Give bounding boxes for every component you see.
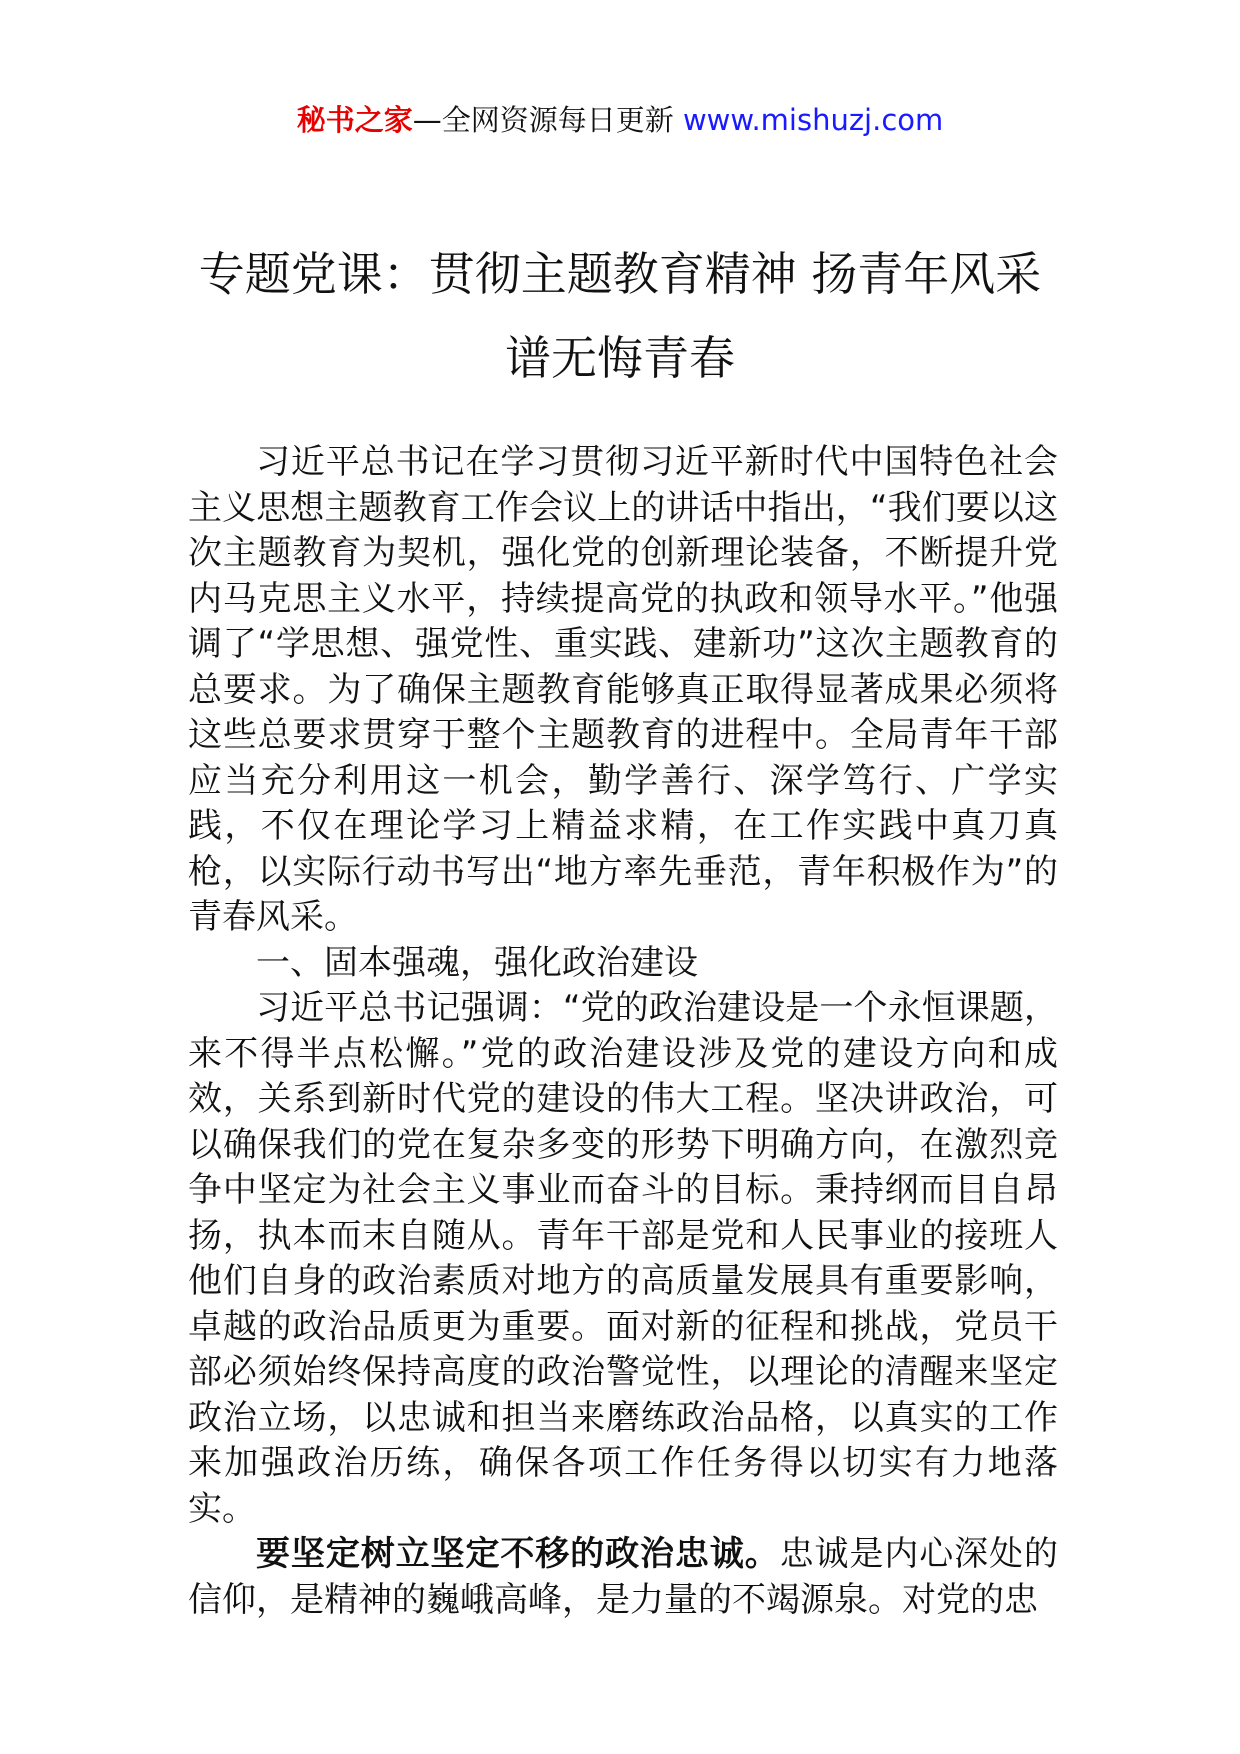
paragraph-loyalty-text: 忠诚是内心深处的信仰，是精神的巍峨高峰，是力量的不竭源泉。对党的忠	[188, 1534, 1059, 1620]
paragraph-lead-bold: 要坚定树立坚定不移的政治忠诚。	[256, 1534, 780, 1574]
brand-name: 秘书之家	[296, 103, 413, 137]
paragraph-intro: 习近平总书记在学习贯彻习近平新时代中国特色社会主义思想主题教育工作会议上的讲话中指出，“我们要以这次主题教育为契机，强化党的创新理论装备，不断提升党内马克思主义水平，持续提高党的执政和领导水平。”他强调了“学思想、强党性、重实践、建新功”这次主题教育的总要求。为了确保主题教育能够真正取得显著成果必须将这些总要求贯穿于整个主题教育的进程中。全局青年干部应当充分利用这一机会，勤学善行、深学笃行、广学实践，不仅在理论学习上精益求精，在工作实践中真刀真枪，以实际行动书写出“地方率先垂范，青年积极作为”的青春风采。	[188, 442, 1058, 937]
document-body	[188, 440, 1058, 1623]
site-header	[0, 100, 1240, 140]
title-line-2: 谱无悔青春	[505, 331, 735, 385]
header-slogan: —全网资源每日更新	[412, 103, 674, 137]
title-line-1: 专题党课：贯彻主题教育精神 扬青年风采	[198, 247, 1042, 301]
paragraph-political-building: 习近平总书记强调：“党的政治建设是一个永恒课题，来不得半点松懈。”党的政治建设涉及党的建设方向和成效，关系到新时代党的建设的伟大工程。坚决讲政治，可以确保我们的党在复杂多变的形势下明确方向，在激烈竞争中坚定为社会主义事业而奋斗的目标。秉持纲而目自昂扬，执本而末自随从。青年干部是党和人民事业的接班人他们自身的政治素质对地方的高质量发展具有重要影响，卓越的政治品质更为重要。面对新的征程和挑战，党员干部必须始终保持高度的政治警觉性，以理论的清醒来坚定政治立场，以忠诚和担当来磨练政治品格，以真实的工作来加强政治历练，确保各项工作任务得以切实有力地落实。	[188, 988, 1058, 1529]
paragraph-loyalty	[188, 1532, 1058, 1623]
site-url-link[interactable]: www.mishuzj.com	[682, 103, 944, 137]
document-title	[0, 232, 1240, 400]
section-heading-1: 一、固本强魂，强化政治建设	[256, 942, 698, 983]
